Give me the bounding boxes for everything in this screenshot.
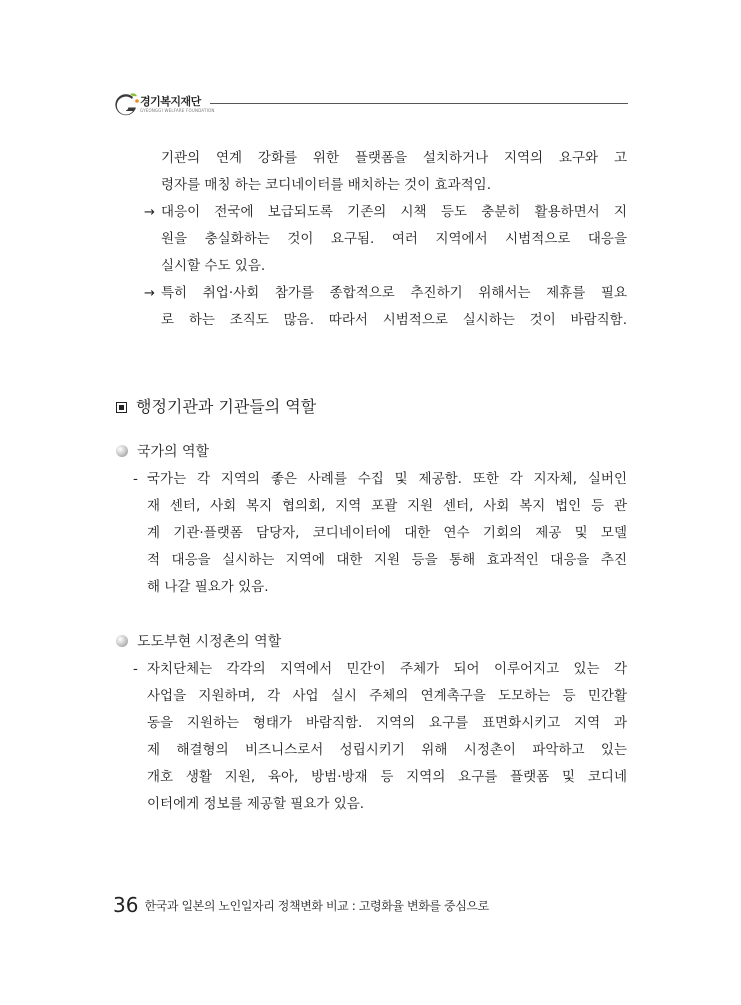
arrow-bullet-icon: → <box>144 205 155 220</box>
text-line: 재 센터, 사회 복지 협의회, 지역 포괄 지원 센터, 사회 복지 법인 등 관 <box>147 498 627 514</box>
text-line: 령자를 매칭 하는 코디네이터를 배치하는 것이 효과적임. <box>161 177 491 193</box>
text-line: 실시할 수도 있음. <box>161 258 266 274</box>
subsection-body <box>133 656 627 818</box>
dash-marker: - <box>133 661 138 677</box>
text-line: 국가는 각 지역의 좋은 사례를 수집 및 제공함. 또한 각 지자체, 실버인 <box>147 471 627 487</box>
text-line: 대응이 전국에 보급되도록 기존의 시책 등도 충분히 활용하면서 지 <box>161 204 627 220</box>
section-title: 행정기관과 기관들의 역할 <box>136 397 317 416</box>
page-header <box>112 92 628 120</box>
text-line: 동을 지원하는 형태가 바람직함. 지역의 요구를 표면화시키고 지역 과 <box>147 715 627 731</box>
text-line: 특히 취업·사회 참가를 종합적으로 추진하기 위해서는 제휴를 필요 <box>161 285 627 301</box>
subsection-heading <box>116 631 281 651</box>
subsection-title: 도도부현 시정촌의 역할 <box>137 634 282 650</box>
text-line: 자치단체는 각각의 지역에서 민간이 주체가 되어 이루어지고 있는 각 <box>147 661 627 677</box>
text-line: 적 대응을 실시하는 지역에 대한 지원 등을 통해 효과적인 대응을 추진 <box>147 552 627 568</box>
square-bullet-icon <box>116 402 127 413</box>
organization-name: 경기복지재단 <box>140 95 201 108</box>
text-line: 계 기관·플랫폼 담당자, 코디네이터에 대한 연수 기회의 제공 및 모델 <box>147 525 627 541</box>
foundation-logo-icon <box>112 92 142 120</box>
sphere-bullet-icon <box>116 635 128 647</box>
arrow-bullet-item <box>144 199 627 280</box>
text-line: 기관의 연계 강화를 위한 플랫폼을 설치하거나 지역의 요구와 고 <box>161 150 627 166</box>
text-line: 로 하는 조직도 많음. 따라서 시범적으로 실시하는 것이 바람직함. <box>161 312 627 328</box>
subsection-title: 국가의 역할 <box>137 444 210 460</box>
running-title: 한국과 일본의 노인일자리 정책변화 비교 : 고령화율 변화를 중심으로 <box>144 899 489 913</box>
intro-continuation <box>161 145 627 199</box>
header-divider <box>210 103 628 104</box>
page-number: 36 <box>113 893 139 917</box>
arrow-bullet-icon: → <box>144 286 155 301</box>
page-footer <box>113 893 489 917</box>
dash-marker: - <box>133 471 138 487</box>
section-heading <box>116 394 316 417</box>
arrow-bullet-item <box>144 280 627 334</box>
text-line: 원을 충실화하는 것이 요구됨. 여러 지역에서 시범적으로 대응을 <box>161 231 627 247</box>
text-line: 이터에게 정보를 제공할 필요가 있음. <box>147 796 365 812</box>
subsection-body <box>133 466 627 601</box>
subsection-heading <box>116 441 209 461</box>
text-line: 제 해결형의 비즈니스로서 성립시키기 위해 시정촌이 파악하고 있는 <box>147 742 627 758</box>
organization-subtitle: GYEONGGI WELFARE FOUNDATION <box>140 108 215 113</box>
text-line: 해 나갈 필요가 있음. <box>147 579 269 595</box>
text-line: 사업을 지원하며, 각 사업 실시 주체의 연계촉구을 도모하는 등 민간활 <box>147 688 627 704</box>
sphere-bullet-icon <box>116 445 128 457</box>
text-line: 개호 생활 지원, 육아, 방범·방재 등 지역의 요구를 플랫폼 및 코디네 <box>147 769 627 785</box>
